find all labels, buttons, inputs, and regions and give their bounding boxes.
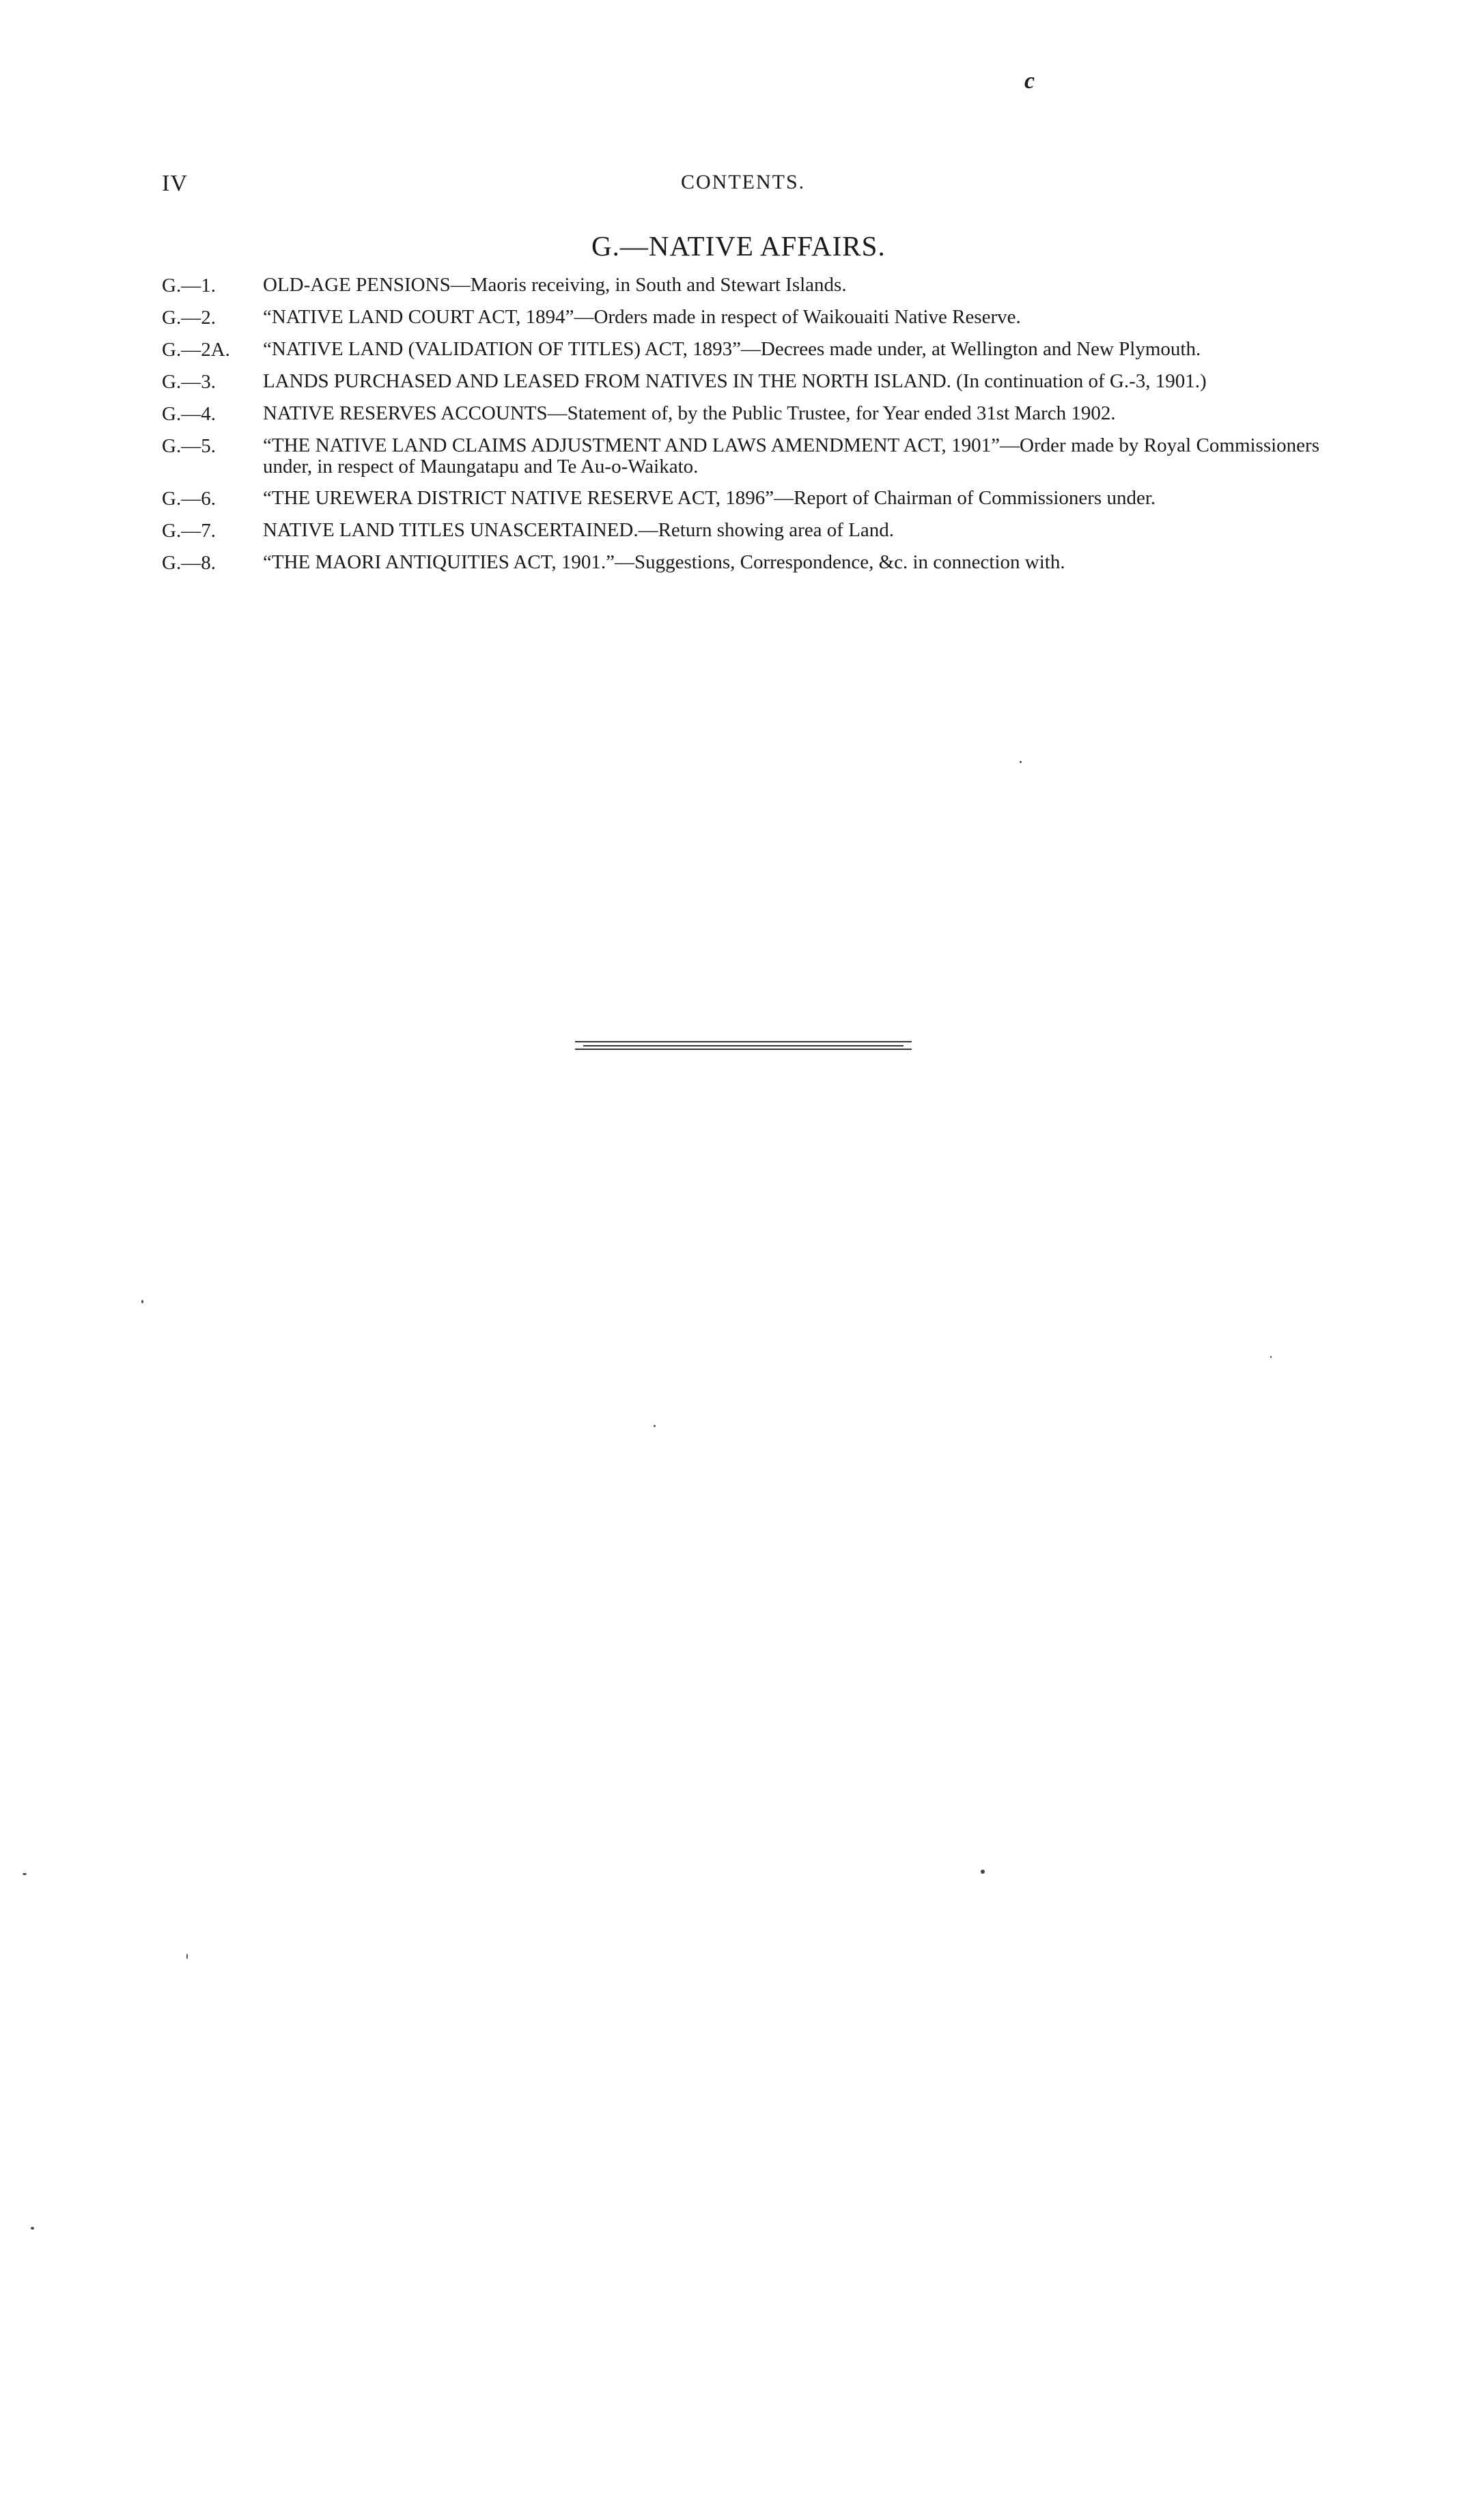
- entry-code: G.—6.: [162, 488, 216, 510]
- contents-entry: [162, 520, 1319, 542]
- entry-title: LANDS PURCHASED AND LEASED FROM NATIVES IN THE NORTH ISLAND. (In continuation of G.-3, 1901.): [263, 370, 1207, 392]
- entry-title: NATIVE RESERVES ACCOUNTS—Statement of, by the Public Trustee, for Year ended 31st March 1902.: [263, 402, 1116, 424]
- contents-list: [162, 275, 1319, 584]
- entry-title: “THE MAORI ANTIQUITIES ACT, 1901.”—Suggestions, Correspondence, &c. in connection with.: [263, 551, 1065, 573]
- entry-title: OLD-AGE PENSIONS—Maoris receiving, in South and Stewart Islands.: [263, 274, 847, 296]
- entry-title: “NATIVE LAND (VALIDATION OF TITLES) ACT, 1893”—Decrees made under, at Wellington and New Plymouth.: [263, 338, 1201, 360]
- entry-title: “THE NATIVE LAND CLAIMS ADJUSTMENT AND LAWS AMENDMENT ACT, 1901”—Order made by Royal Commissioners under, in respect of Maungatapu and Te Au-o-Waikato.: [263, 434, 1319, 477]
- entry-title: “THE UREWERA DISTRICT NATIVE RESERVE ACT, 1896”—Report of Chairman of Commissioners under.: [263, 487, 1156, 509]
- scan-speck: [981, 1870, 985, 1874]
- contents-entry: [162, 552, 1319, 574]
- entry-code: G.—3.: [162, 371, 216, 393]
- entry-code: G.—8.: [162, 552, 216, 574]
- entry-code: G.—5.: [162, 435, 216, 457]
- entry-code: G.—7.: [162, 520, 216, 542]
- section-heading: G.—NATIVE AFFAIRS.: [591, 230, 886, 262]
- scan-speck: [1020, 761, 1022, 763]
- entry-code: G.—2.: [162, 307, 216, 329]
- entry-code: G.—4.: [162, 403, 216, 425]
- contents-entry: [162, 371, 1319, 393]
- scan-speck: [141, 1300, 143, 1303]
- entry-code: G.—2A.: [162, 339, 230, 361]
- contents-entry: [162, 307, 1319, 329]
- scan-speck: [186, 1954, 188, 1959]
- corner-mark: c: [1024, 68, 1035, 94]
- running-title: CONTENTS.: [681, 171, 806, 193]
- scan-speck: [654, 1425, 656, 1427]
- section-divider: [575, 1041, 912, 1049]
- scan-speck: [1270, 1356, 1272, 1358]
- contents-entry: [162, 275, 1319, 296]
- entry-title: “NATIVE LAND COURT ACT, 1894”—Orders made in respect of Waikouaiti Native Reserve.: [263, 306, 1021, 328]
- scan-speck: [31, 2227, 34, 2230]
- entry-code: G.—1.: [162, 275, 216, 296]
- contents-entry: [162, 488, 1319, 510]
- contents-entry: [162, 339, 1319, 361]
- contents-entry: [162, 435, 1319, 477]
- entry-title: NATIVE LAND TITLES UNASCERTAINED.—Return showing area of Land.: [263, 519, 895, 541]
- contents-entry: [162, 403, 1319, 425]
- scan-speck: [23, 1873, 27, 1875]
- page-number: IV: [162, 171, 188, 196]
